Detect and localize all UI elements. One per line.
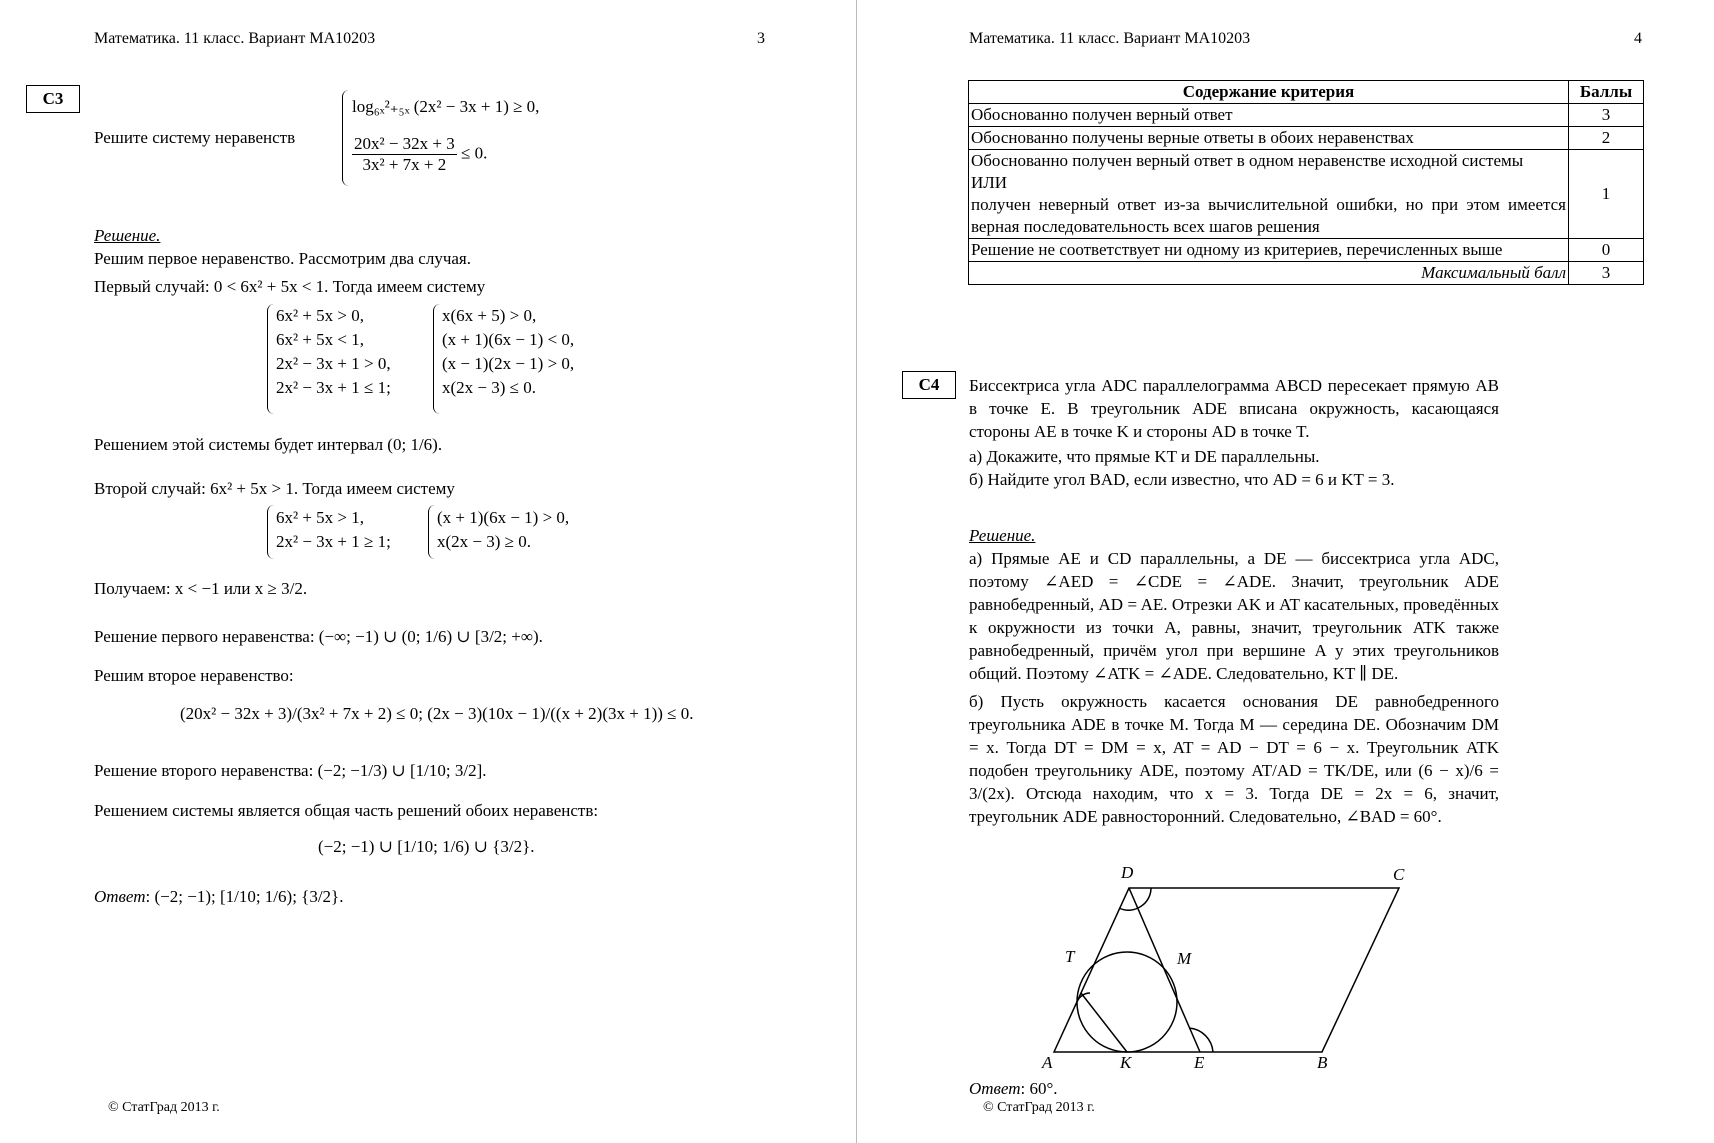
parallelogram-abcd — [1054, 888, 1399, 1052]
answer-line — [969, 1078, 1058, 1100]
case2-brace-a — [267, 505, 274, 559]
max-score-value: 3 — [1569, 262, 1644, 285]
solution-label: Решение. — [94, 226, 161, 245]
table-row — [969, 150, 1644, 239]
solution-part-b: б) Пусть окружность касается основания DE равнобедренного треугольника ADE в точке M. Тогда M — середина DE. Обозначим DM = x. Тогда DT = DM = x, AT = AD − DT = 6 − x. Треугольник ATK подобен треугольнику ADE, поэтому AT/AD = TK/DE, или (6 − x)/6 = 3/(2x). Отсюда находим, что x = 3. Тогда DE = 2x = 6, значит, треугольник ADE равносторонний. Следовательно, ∠BAD = 60°. — [969, 692, 1499, 826]
solution-line: Решением системы является общая часть решений обоих неравенств: — [94, 801, 599, 820]
solution-line: Получаем: x < −1 или x ≥ 3/2. — [94, 579, 308, 598]
problem-text: Биссектриса угла ADC параллелограмма ABCD пересекает прямую AB в точке E. В треугольник ADE вписана окружность, касающаяся стороны AE в точке K и стороны AD в точке T. — [969, 376, 1499, 441]
criteria-table — [968, 80, 1644, 285]
angle-mark-e — [1189, 1028, 1213, 1052]
page-number: 3 — [757, 30, 765, 47]
system-brace — [342, 90, 349, 186]
criterion-text: Обоснованно получен верный ответ — [969, 104, 1569, 127]
criterion-text: Обоснованно получены верные ответы в обоих неравенствах — [969, 127, 1569, 150]
label-a: A — [1042, 1053, 1053, 1072]
solution-line: Решим второе неравенство: — [94, 666, 294, 685]
solution-line: (−2; −1) ∪ [1/10; 1/6) ∪ {3/2}. — [318, 837, 535, 856]
criterion-or: ИЛИ — [971, 173, 1008, 192]
angle-mark-d1 — [1119, 908, 1138, 910]
label-k: K — [1120, 1053, 1132, 1072]
criterion-score: 0 — [1569, 239, 1644, 262]
task-prompt: Решите систему неравенств — [94, 128, 296, 147]
page-footer: © СтатГрад 2013 г. — [108, 1100, 220, 1115]
table-header: Содержание критерия — [969, 81, 1569, 104]
max-score-label: Максимальный балл — [969, 262, 1569, 285]
equation-line: (x + 1)(6x − 1) > 0, — [437, 508, 570, 527]
equation-line: 2x² − 3x + 1 ≥ 1; — [276, 532, 391, 551]
label-c: C — [1393, 865, 1405, 884]
solution-line: Решением этой системы будет интервал (0; 1/6). — [94, 435, 443, 454]
task-label: С4 — [902, 371, 956, 399]
solution-line: Решение первого неравенства: (−∞; −1) ∪ (0; 1/6) ∪ [3/2; +∞). — [94, 627, 543, 646]
page-number: 4 — [1634, 30, 1642, 47]
equation-line: 6x² + 5x > 1, — [276, 508, 365, 527]
answer-label: Ответ — [969, 1079, 1021, 1098]
sys2-numerator: 20x² − 32x + 3 — [354, 134, 455, 153]
system-line-1: log₆ₓ²₊₅ₓ (2x² − 3x + 1) ≥ 0, — [352, 97, 540, 116]
case1-brace-b — [433, 304, 440, 414]
case2-brace-b — [428, 505, 435, 559]
equation-line: (x + 1)(6x − 1) < 0, — [442, 330, 575, 349]
criterion-text: Обоснованно получен верный ответ в одном неравенстве исходной системы — [971, 151, 1524, 170]
problem-part-b: б) Найдите угол BAD, если известно, что AD = 6 и KT = 3. — [969, 470, 1395, 489]
incircle — [1077, 952, 1177, 1052]
angle-mark-d2 — [1138, 888, 1151, 908]
problem-part-a: а) Докажите, что прямые KT и DE параллельны. — [969, 447, 1320, 466]
table-header-row — [969, 81, 1644, 104]
answer-line — [94, 886, 343, 908]
solution-line: Решим первое неравенство. Рассмотрим два случая. — [94, 249, 471, 268]
criterion-score: 2 — [1569, 127, 1644, 150]
answer-value: : 60°. — [1020, 1079, 1058, 1098]
label-m: M — [1177, 949, 1192, 968]
solution-line: Решение второго неравенства: (−2; −1/3) ∪ [1/10; 3/2]. — [94, 761, 487, 780]
answer-label: Ответ — [94, 887, 146, 906]
criterion-score: 3 — [1569, 104, 1644, 127]
case1-brace-a — [267, 304, 274, 414]
table-row-max — [969, 262, 1644, 285]
equation-line: 2x² − 3x + 1 > 0, — [276, 354, 391, 373]
case2-system-a — [276, 506, 391, 554]
case1-system-b — [442, 304, 574, 400]
segment-kt — [1081, 993, 1127, 1052]
sys2-denominator: 3x² + 7x + 2 — [362, 155, 447, 174]
criterion-text: Решение не соответствует ни одному из критериев, перечисленных выше — [969, 239, 1569, 262]
page-header: Математика. 11 класс. Вариант МА10203 — [94, 30, 376, 47]
solution-line: Первый случай: 0 < 6x² + 5x < 1. Тогда имеем систему — [94, 277, 486, 296]
page-3 — [0, 0, 856, 1143]
equation-line: x(2x − 3) ≥ 0. — [437, 532, 531, 551]
equation-line: x(6x + 5) > 0, — [442, 306, 537, 325]
system-line-2 — [352, 134, 487, 175]
solution-label: Решение. — [969, 526, 1036, 545]
geometry-figure — [1037, 860, 1405, 1075]
equation-line: 2x² − 3x + 1 ≤ 1; — [276, 378, 391, 397]
angle-mark-t — [1077, 993, 1090, 1002]
label-e: E — [1194, 1053, 1205, 1072]
case1-system-a — [276, 304, 391, 400]
case2-system-b — [437, 506, 569, 554]
solution-part-a: а) Прямые AE и CD параллельны, а DE — биссектриса угла ADC, поэтому ∠AED = ∠CDE = ∠ADE. Значит, треугольник ADE равнобедренный, AD = AE. Отрезки AK и AT касательных, проведённых к окружности из точки A, равны, значит, треугольник ATK также равнобедренный, причём угол при вершине A у этих треугольников общий. Поэтому ∠ATK = ∠ADE. Следовательно, KT ∥ DE. — [969, 549, 1499, 683]
label-b: B — [1317, 1053, 1328, 1072]
equation-line: (x − 1)(2x − 1) > 0, — [442, 354, 575, 373]
answer-value: : (−2; −1); [1/10; 1/6); {3/2}. — [145, 887, 344, 906]
label-t: T — [1065, 947, 1075, 966]
sys2-relation: ≤ 0. — [461, 143, 488, 163]
page-header: Математика. 11 класс. Вариант МА10203 — [969, 30, 1251, 47]
equation-line: x(2x − 3) ≤ 0. — [442, 378, 536, 397]
criterion-cell — [969, 150, 1569, 239]
solution-line: Второй случай: 6x² + 5x > 1. Тогда имеем систему — [94, 479, 455, 498]
table-row — [969, 239, 1644, 262]
equation-line: 6x² + 5x > 0, — [276, 306, 365, 325]
task-label: С3 — [26, 85, 80, 113]
equation-line: 6x² + 5x < 1, — [276, 330, 365, 349]
criterion-score: 1 — [1569, 150, 1644, 239]
solution-line: (20x² − 32x + 3)/(3x² + 7x + 2) ≤ 0; (2x − 3)(10x − 1)/((x + 2)(3x + 1)) ≤ 0. — [180, 704, 694, 723]
table-row — [969, 104, 1644, 127]
criterion-text-2: получен неверный ответ из-за вычислительной ошибки, но при этом имеется верная последовательность всех шагов решения — [971, 195, 1566, 236]
label-d: D — [1121, 863, 1134, 882]
table-header: Баллы — [1569, 81, 1644, 104]
page-footer: © СтатГрад 2013 г. — [983, 1100, 1095, 1115]
table-row — [969, 127, 1644, 150]
